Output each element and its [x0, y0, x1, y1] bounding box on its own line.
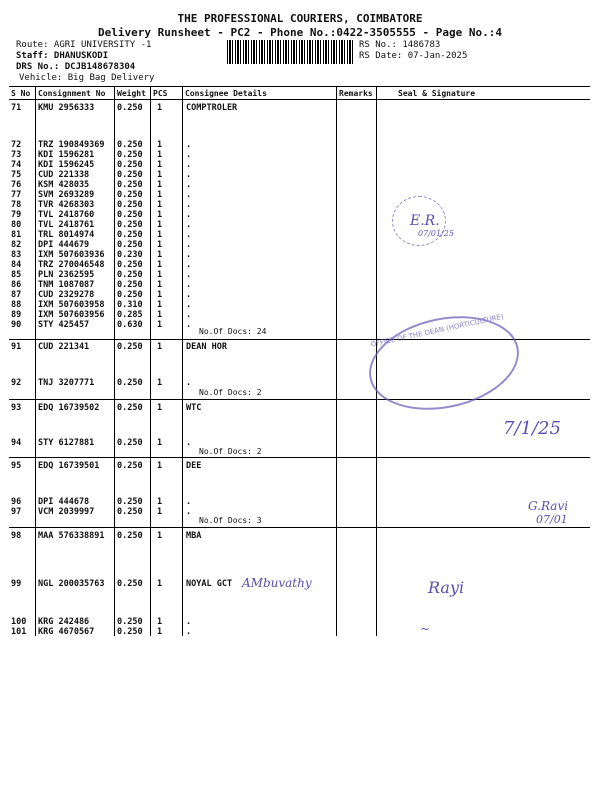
cell-pcs: 1	[157, 260, 163, 270]
col-divider	[35, 86, 36, 636]
dean-office-stamp	[360, 303, 527, 423]
cell-sno: 91	[11, 342, 22, 352]
cell-cons: .	[186, 290, 192, 300]
cell-cons: .	[186, 507, 192, 517]
cell-pcs: 1	[157, 230, 163, 240]
cell-sno: 75	[11, 170, 22, 180]
cell-wt: 0.250	[117, 497, 143, 507]
col-weight: Weight	[117, 89, 146, 98]
cell-cons: .	[186, 250, 192, 260]
cell-cons: .	[186, 627, 192, 637]
cell-pcs: 1	[157, 220, 163, 230]
cell-cn: TVL 2418760	[38, 210, 95, 220]
cell-cn: STY 425457	[38, 320, 90, 330]
cell-sno: 79	[11, 210, 22, 220]
cell-sno: 74	[11, 160, 22, 170]
col-divider	[336, 86, 337, 636]
col-divider	[182, 86, 183, 636]
cell-pcs: 1	[157, 103, 163, 113]
cell-pcs: 1	[157, 378, 163, 388]
cell-sno: 86	[11, 280, 22, 290]
cell-cons: .	[186, 230, 192, 240]
cell-sno: 99	[11, 579, 22, 589]
cell-cn: EDQ 16739501	[38, 461, 100, 471]
cell-wt: 0.250	[117, 617, 143, 627]
cell-sno: 96	[11, 497, 22, 507]
rs-date: RS Date: 07-Jan-2025	[359, 51, 468, 61]
noyal-handwritten-note: AMbuvathy	[242, 576, 312, 590]
cell-wt: 0.250	[117, 290, 143, 300]
cell-cons: .	[186, 260, 192, 270]
cell-cn: KRG 242486	[38, 617, 90, 627]
cell-sno: 92	[11, 378, 22, 388]
cell-wt: 0.250	[117, 230, 143, 240]
cell-cons: DEAN HOR	[186, 342, 227, 352]
cell-cons: .	[186, 240, 192, 250]
col-pcs: PCS	[153, 89, 168, 98]
cell-cn: STY 6127881	[38, 438, 95, 448]
cell-cn: TVR 4268303	[38, 200, 95, 210]
stamp-text: OFFICE OF THE DEAN (HORTICULTURE)	[369, 312, 505, 349]
doc-count: No.Of Docs: 3	[199, 516, 262, 525]
cell-wt: 0.250	[117, 531, 143, 541]
signature-1-date: 07/01/25	[418, 229, 454, 238]
cell-cn: IXM 507603956	[38, 310, 105, 320]
cell-wt: 0.250	[117, 461, 143, 471]
cell-sno: 88	[11, 300, 22, 310]
cell-cons: MBA	[186, 531, 202, 541]
cell-cn: EDQ 16739502	[38, 403, 100, 413]
col-divider	[114, 86, 115, 636]
cell-sno: 90	[11, 320, 22, 330]
cell-sno: 80	[11, 220, 22, 230]
cell-cn: KDI 1596245	[38, 160, 95, 170]
doc-count: No.Of Docs: 2	[199, 447, 262, 456]
cell-pcs: 1	[157, 531, 163, 541]
cell-cn: TRZ 270046548	[38, 260, 105, 270]
cell-pcs: 1	[157, 300, 163, 310]
runsheet-subtitle: Delivery Runsheet - PC2 - Phone No.:0422-3505555 - Page No.:4	[98, 26, 502, 39]
cell-sno: 93	[11, 403, 22, 413]
cell-sno: 84	[11, 260, 22, 270]
cell-cn: IXM 507603936	[38, 250, 105, 260]
cell-wt: 0.250	[117, 403, 143, 413]
company-title: THE PROFESSIONAL COURIERS, COIMBATORE	[177, 12, 423, 25]
table-top-rule	[9, 86, 590, 87]
cell-wt: 0.250	[117, 270, 143, 280]
cell-cn: IXM 507603958	[38, 300, 105, 310]
cell-sno: 85	[11, 270, 22, 280]
cell-cons: .	[186, 160, 192, 170]
cell-sno: 81	[11, 230, 22, 240]
cell-wt: 0.250	[117, 220, 143, 230]
signature-3: G.Ravi	[528, 499, 569, 513]
cell-cn: DPI 444679	[38, 240, 90, 250]
cell-wt: 0.250	[117, 438, 143, 448]
cell-sno: 76	[11, 180, 22, 190]
col-divider	[150, 86, 151, 636]
cell-cn: SVM 2693289	[38, 190, 95, 200]
cell-wt: 0.250	[117, 140, 143, 150]
signature-5: ~	[420, 622, 431, 636]
cell-sno: 71	[11, 103, 22, 113]
cell-pcs: 1	[157, 579, 163, 589]
cell-pcs: 1	[157, 160, 163, 170]
cell-cons: .	[186, 190, 192, 200]
header-rule	[9, 99, 590, 100]
cell-pcs: 1	[157, 210, 163, 220]
cell-pcs: 1	[157, 438, 163, 448]
cell-pcs: 1	[157, 461, 163, 471]
cell-pcs: 1	[157, 290, 163, 300]
cell-cons: DEE	[186, 461, 202, 471]
cell-wt: 0.250	[117, 579, 143, 589]
cell-cons: .	[186, 210, 192, 220]
cell-sno: 94	[11, 438, 22, 448]
col-consignee: Consignee Details	[185, 89, 267, 98]
cell-cons: .	[186, 320, 192, 330]
cell-cons: .	[186, 220, 192, 230]
doc-count: No.Of Docs: 24	[199, 327, 267, 336]
cell-sno: 101	[11, 627, 27, 637]
cell-pcs: 1	[157, 403, 163, 413]
cell-cons: .	[186, 200, 192, 210]
cell-sno: 73	[11, 150, 22, 160]
cell-sno: 72	[11, 140, 22, 150]
cell-pcs: 1	[157, 310, 163, 320]
cell-pcs: 1	[157, 342, 163, 352]
signature-3-date: 07/01	[536, 513, 568, 526]
cell-pcs: 1	[157, 240, 163, 250]
cell-wt: 0.250	[117, 180, 143, 190]
cell-wt: 0.250	[117, 190, 143, 200]
cell-wt: 0.230	[117, 250, 143, 260]
cell-sno: 97	[11, 507, 22, 517]
group-rule	[9, 527, 590, 528]
cell-pcs: 1	[157, 180, 163, 190]
cell-sno: 89	[11, 310, 22, 320]
cell-pcs: 1	[157, 627, 163, 637]
cell-wt: 0.250	[117, 627, 143, 637]
cell-cn: TNJ 3207771	[38, 378, 95, 388]
cell-cons: .	[186, 150, 192, 160]
cell-sno: 87	[11, 290, 22, 300]
cell-pcs: 1	[157, 617, 163, 627]
cell-cons: COMPTROLER	[186, 103, 238, 113]
barcode	[227, 40, 353, 64]
cell-sno: 98	[11, 531, 22, 541]
cell-cn: TNM 1087087	[38, 280, 95, 290]
cell-cn: KMU 2956333	[38, 103, 95, 113]
cell-pcs: 1	[157, 200, 163, 210]
cell-cn: MAA 576338891	[38, 531, 105, 541]
cell-cons: .	[186, 378, 192, 388]
cell-wt: 0.250	[117, 342, 143, 352]
cell-cn: NGL 200035763	[38, 579, 105, 589]
cell-wt: 0.250	[117, 160, 143, 170]
cell-cons: .	[186, 170, 192, 180]
cell-cn: KRG 4670567	[38, 627, 95, 637]
cell-pcs: 1	[157, 250, 163, 260]
cell-cn: TRL 8014974	[38, 230, 95, 240]
signature-1: E.R.	[410, 213, 440, 229]
group-rule	[9, 457, 590, 458]
cell-pcs: 1	[157, 150, 163, 160]
signature-2-date: 7/1/25	[503, 418, 561, 439]
cell-cn: KDI 1596281	[38, 150, 95, 160]
cell-wt: 0.250	[117, 170, 143, 180]
cell-cons: .	[186, 140, 192, 150]
signature-4: Rayi	[428, 578, 465, 597]
cell-cons: WTC	[186, 403, 202, 413]
col-consignment: Consignment No	[38, 89, 106, 98]
route: Route: AGRI UNIVERSITY -1	[16, 40, 152, 50]
cell-wt: 0.250	[117, 103, 143, 113]
cell-cons: .	[186, 497, 192, 507]
drs-number: DRS No.: DCJB148678304	[16, 62, 136, 72]
rs-number: RS No.: 1486783	[359, 40, 441, 50]
cell-cn: VCM 2039997	[38, 507, 95, 517]
cell-wt: 0.250	[117, 150, 143, 160]
cell-cons: NOYAL GCT	[186, 579, 233, 589]
cell-wt: 0.250	[117, 280, 143, 290]
cell-cn: TRZ 190849369	[38, 140, 105, 150]
cell-cons: .	[186, 300, 192, 310]
cell-sno: 77	[11, 190, 22, 200]
cell-wt: 0.250	[117, 240, 143, 250]
cell-sno: 100	[11, 617, 27, 627]
cell-pcs: 1	[157, 190, 163, 200]
cell-cn: DPI 444678	[38, 497, 90, 507]
staff: Staff: DHANUSKODI	[16, 51, 109, 61]
col-sno: S No	[11, 89, 31, 98]
cell-wt: 0.250	[117, 507, 143, 517]
cell-wt: 0.310	[117, 300, 143, 310]
cell-pcs: 1	[157, 507, 163, 517]
cell-pcs: 1	[157, 497, 163, 507]
vehicle: Vehicle: Big Bag Delivery	[19, 73, 155, 83]
cell-cons: .	[186, 310, 192, 320]
cell-pcs: 1	[157, 170, 163, 180]
group-rule	[9, 399, 590, 400]
cell-cons: .	[186, 280, 192, 290]
cell-sno: 82	[11, 240, 22, 250]
cell-pcs: 1	[157, 270, 163, 280]
cell-sno: 95	[11, 461, 22, 471]
cell-cons: .	[186, 270, 192, 280]
cell-cn: CUD 221341	[38, 342, 90, 352]
cell-pcs: 1	[157, 280, 163, 290]
cell-cn: CUD 221338	[38, 170, 90, 180]
cell-wt: 0.250	[117, 200, 143, 210]
cell-wt: 0.630	[117, 320, 143, 330]
cell-cons: .	[186, 438, 192, 448]
cell-pcs: 1	[157, 140, 163, 150]
cell-wt: 0.285	[117, 310, 143, 320]
doc-count: No.Of Docs: 2	[199, 388, 262, 397]
cell-wt: 0.250	[117, 378, 143, 388]
cell-cons: .	[186, 180, 192, 190]
cell-wt: 0.250	[117, 210, 143, 220]
cell-pcs: 1	[157, 320, 163, 330]
cell-cn: CUD 2329278	[38, 290, 95, 300]
col-remarks: Remarks	[339, 89, 373, 98]
cell-cn: TVL 2418761	[38, 220, 95, 230]
cell-cn: PLN 2362595	[38, 270, 95, 280]
cell-cn: KSM 428035	[38, 180, 90, 190]
col-seal-signature: Seal & Signature	[398, 89, 476, 98]
cell-cons: .	[186, 617, 192, 627]
cell-sno: 83	[11, 250, 22, 260]
cell-sno: 78	[11, 200, 22, 210]
cell-wt: 0.250	[117, 260, 143, 270]
